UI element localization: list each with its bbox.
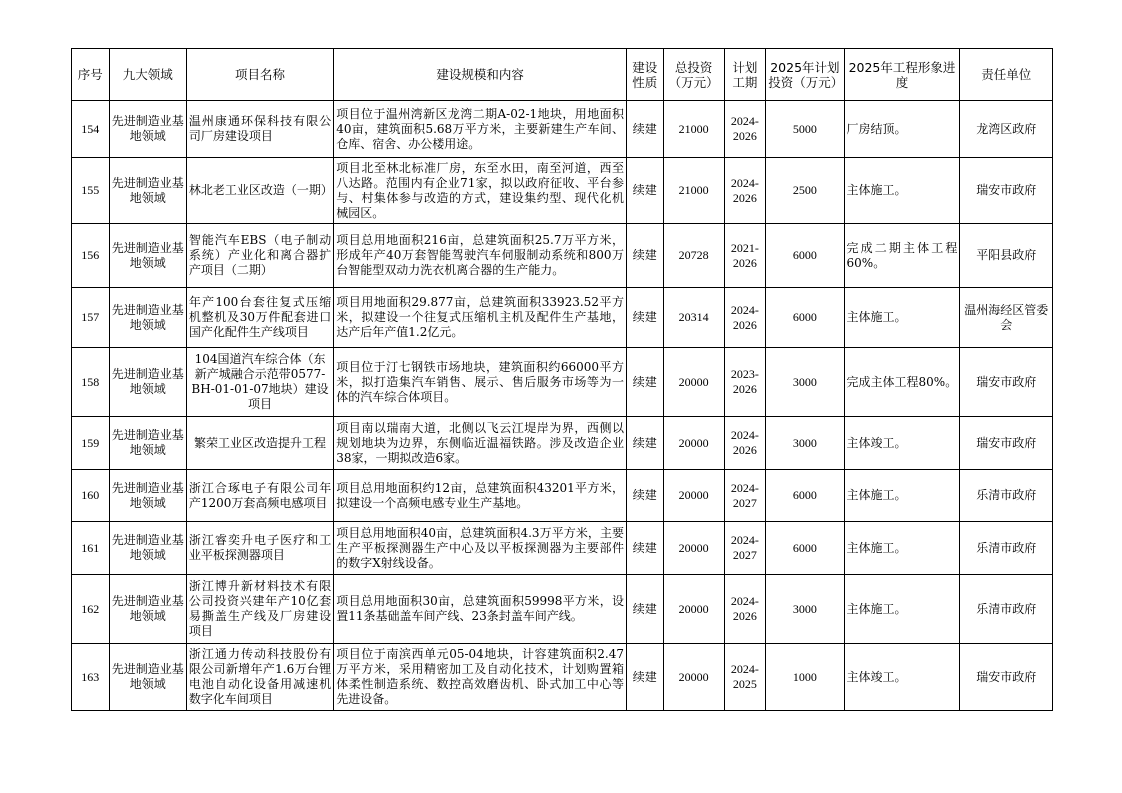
cell-seq: 160 [72, 470, 110, 522]
cell-name: 104国道汽车综合体（东新产城融合示范带0577-BH-01-01-07地块）建设项目 [186, 348, 333, 417]
cell-investment: 20314 [663, 288, 724, 348]
cell-investment: 21000 [663, 101, 724, 158]
cell-seq: 157 [72, 288, 110, 348]
cell-name: 浙江睿奕升电子医疗和工业平板探测器项目 [186, 522, 333, 575]
header-domain: 九大领域 [109, 49, 186, 101]
cell-progress2025: 主体施工。 [844, 522, 960, 575]
cell-investment: 20728 [663, 224, 724, 288]
cell-domain: 先进制造业基地领域 [109, 224, 186, 288]
cell-nature: 续建 [627, 575, 664, 644]
cell-plan2025: 6000 [766, 522, 844, 575]
cell-period: 2021-2026 [724, 224, 766, 288]
cell-nature: 续建 [627, 348, 664, 417]
cell-domain: 先进制造业基地领域 [109, 101, 186, 158]
cell-plan2025: 6000 [766, 288, 844, 348]
cell-plan2025: 3000 [766, 348, 844, 417]
cell-seq: 158 [72, 348, 110, 417]
cell-progress2025: 完成主体工程80%。 [844, 348, 960, 417]
cell-investment: 20000 [663, 348, 724, 417]
cell-unit: 乐清市政府 [960, 470, 1053, 522]
cell-content: 项目用地面积29.877亩，总建筑面积33923.52平方米，拟建设一个往复式压缩机主机及配件生产基地，达产后年产值1.2亿元。 [334, 288, 627, 348]
cell-domain: 先进制造业基地领域 [109, 417, 186, 470]
cell-nature: 续建 [627, 224, 664, 288]
cell-plan2025: 6000 [766, 470, 844, 522]
cell-plan2025: 6000 [766, 224, 844, 288]
header-nature: 建设性质 [627, 49, 664, 101]
cell-seq: 159 [72, 417, 110, 470]
cell-period: 2024-2027 [724, 470, 766, 522]
cell-content: 项目位于温州湾新区龙湾二期A-02-1地块，用地面积40亩，建筑面积5.68万平方米，主要新建生产车间、仓库、宿舍、办公楼用途。 [334, 101, 627, 158]
cell-content: 项目总用地面积30亩，总建筑面积59998平方米，设置11条基础盖车间产线、23条封盖车间产线。 [334, 575, 627, 644]
cell-nature: 续建 [627, 522, 664, 575]
cell-name: 繁荣工业区改造提升工程 [186, 417, 333, 470]
cell-plan2025: 3000 [766, 417, 844, 470]
cell-nature: 续建 [627, 644, 664, 711]
table-row [72, 417, 1053, 470]
cell-content: 项目南以瑞南大道，北侧以飞云江堤岸为界，西侧以规划地块为边界，东侧临近温福铁路。涉及改造企业38家，一期拟改造6家。 [334, 417, 627, 470]
cell-name: 浙江合琢电子有限公司年产1200万套高频电感项目 [186, 470, 333, 522]
cell-unit: 龙湾区政府 [960, 101, 1053, 158]
cell-domain: 先进制造业基地领域 [109, 288, 186, 348]
cell-seq: 163 [72, 644, 110, 711]
cell-content: 项目位于汀七钢铁市场地块，建筑面积约66000平方米，拟打造集汽车销售、展示、售后服务市场等为一体的汽车综合体项目。 [334, 348, 627, 417]
table-row [72, 224, 1053, 288]
cell-content: 项目总用地面积约12亩，总建筑面积43201平方米，拟建设一个高频电感专业生产基地。 [334, 470, 627, 522]
table-row [72, 522, 1053, 575]
header-unit: 责任单位 [960, 49, 1053, 101]
cell-investment: 20000 [663, 417, 724, 470]
project-table [71, 48, 1053, 711]
table-row [72, 470, 1053, 522]
cell-content: 项目总用地面积216亩，总建筑面积25.7万平方米，形成年产40万套智能驾驶汽车伺服制动系统和800万台智能型双动力洗衣机离合器的生产能力。 [334, 224, 627, 288]
cell-plan2025: 1000 [766, 644, 844, 711]
cell-progress2025: 主体施工。 [844, 158, 960, 224]
cell-nature: 续建 [627, 417, 664, 470]
cell-progress2025: 主体施工。 [844, 288, 960, 348]
cell-progress2025: 主体施工。 [844, 575, 960, 644]
cell-domain: 先进制造业基地领域 [109, 158, 186, 224]
cell-progress2025: 主体竣工。 [844, 417, 960, 470]
cell-unit: 乐清市政府 [960, 575, 1053, 644]
header-progress2025: 2025年工程形象进度 [844, 49, 960, 101]
cell-investment: 20000 [663, 470, 724, 522]
cell-nature: 续建 [627, 158, 664, 224]
table-row [72, 158, 1053, 224]
table-row [72, 288, 1053, 348]
table-row [72, 575, 1053, 644]
cell-name: 智能汽车EBS（电子制动系统）产业化和离合器扩产项目（二期） [186, 224, 333, 288]
cell-content: 项目总用地面积40亩，总建筑面积4.3万平方米，主要生产平板探测器生产中心及以平板探测器为主要部件的数字X射线设备。 [334, 522, 627, 575]
cell-investment: 20000 [663, 644, 724, 711]
table-header-row [72, 49, 1053, 101]
cell-investment: 20000 [663, 575, 724, 644]
cell-unit: 平阳县政府 [960, 224, 1053, 288]
cell-progress2025: 主体施工。 [844, 470, 960, 522]
cell-unit: 温州海经区管委会 [960, 288, 1053, 348]
cell-plan2025: 2500 [766, 158, 844, 224]
cell-seq: 161 [72, 522, 110, 575]
cell-name: 浙江博升新材料技术有限公司投资兴建年产10亿套易撕盖生产线及厂房建设项目 [186, 575, 333, 644]
cell-period: 2024-2026 [724, 101, 766, 158]
cell-period: 2024-2026 [724, 417, 766, 470]
header-plan2025: 2025年计划投资（万元） [766, 49, 844, 101]
cell-nature: 续建 [627, 101, 664, 158]
cell-seq: 156 [72, 224, 110, 288]
cell-period: 2023-2026 [724, 348, 766, 417]
cell-progress2025: 厂房结顶。 [844, 101, 960, 158]
cell-domain: 先进制造业基地领域 [109, 522, 186, 575]
cell-plan2025: 3000 [766, 575, 844, 644]
header-seq: 序号 [72, 49, 110, 101]
cell-seq: 155 [72, 158, 110, 224]
cell-name: 温州康通环保科技有限公司厂房建设项目 [186, 101, 333, 158]
cell-investment: 20000 [663, 522, 724, 575]
header-content: 建设规模和内容 [334, 49, 627, 101]
cell-period: 2024-2025 [724, 644, 766, 711]
cell-period: 2024-2026 [724, 575, 766, 644]
cell-seq: 154 [72, 101, 110, 158]
cell-progress2025: 完成二期主体工程60%。 [844, 224, 960, 288]
cell-nature: 续建 [627, 288, 664, 348]
header-name: 项目名称 [186, 49, 333, 101]
header-period: 计划工期 [724, 49, 766, 101]
cell-nature: 续建 [627, 470, 664, 522]
cell-domain: 先进制造业基地领域 [109, 470, 186, 522]
table-row [72, 348, 1053, 417]
cell-domain: 先进制造业基地领域 [109, 644, 186, 711]
cell-seq: 162 [72, 575, 110, 644]
cell-period: 2024-2026 [724, 158, 766, 224]
cell-name: 林北老工业区改造（一期） [186, 158, 333, 224]
cell-domain: 先进制造业基地领域 [109, 348, 186, 417]
cell-period: 2024-2026 [724, 288, 766, 348]
cell-unit: 瑞安市政府 [960, 417, 1053, 470]
cell-plan2025: 5000 [766, 101, 844, 158]
cell-domain: 先进制造业基地领域 [109, 575, 186, 644]
cell-unit: 乐清市政府 [960, 522, 1053, 575]
cell-unit: 瑞安市政府 [960, 348, 1053, 417]
cell-name: 年产100台套往复式压缩机整机及30万件配套进口国产化配件生产线项目 [186, 288, 333, 348]
cell-name: 浙江通力传动科技股份有限公司新增年产1.6万台锂电池自动化设备用减速机数字化车间项目 [186, 644, 333, 711]
cell-investment: 21000 [663, 158, 724, 224]
cell-unit: 瑞安市政府 [960, 158, 1053, 224]
table-row [72, 101, 1053, 158]
cell-unit: 瑞安市政府 [960, 644, 1053, 711]
header-investment: 总投资（万元） [663, 49, 724, 101]
cell-period: 2024-2027 [724, 522, 766, 575]
cell-progress2025: 主体竣工。 [844, 644, 960, 711]
cell-content: 项目位于南滨西单元05-04地块，计容建筑面积2.47万平方米，采用精密加工及自动化技术，计划购置箱体柔性制造系统、数控高效磨齿机、卧式加工中心等先进设备。 [334, 644, 627, 711]
cell-content: 项目北至林北标准厂房，东至水田，南至河道，西至八达路。范围内有企业71家，拟以政府征收、平台参与、村集体参与改造的方式，建设集约型、现代化机械园区。 [334, 158, 627, 224]
table-row [72, 644, 1053, 711]
